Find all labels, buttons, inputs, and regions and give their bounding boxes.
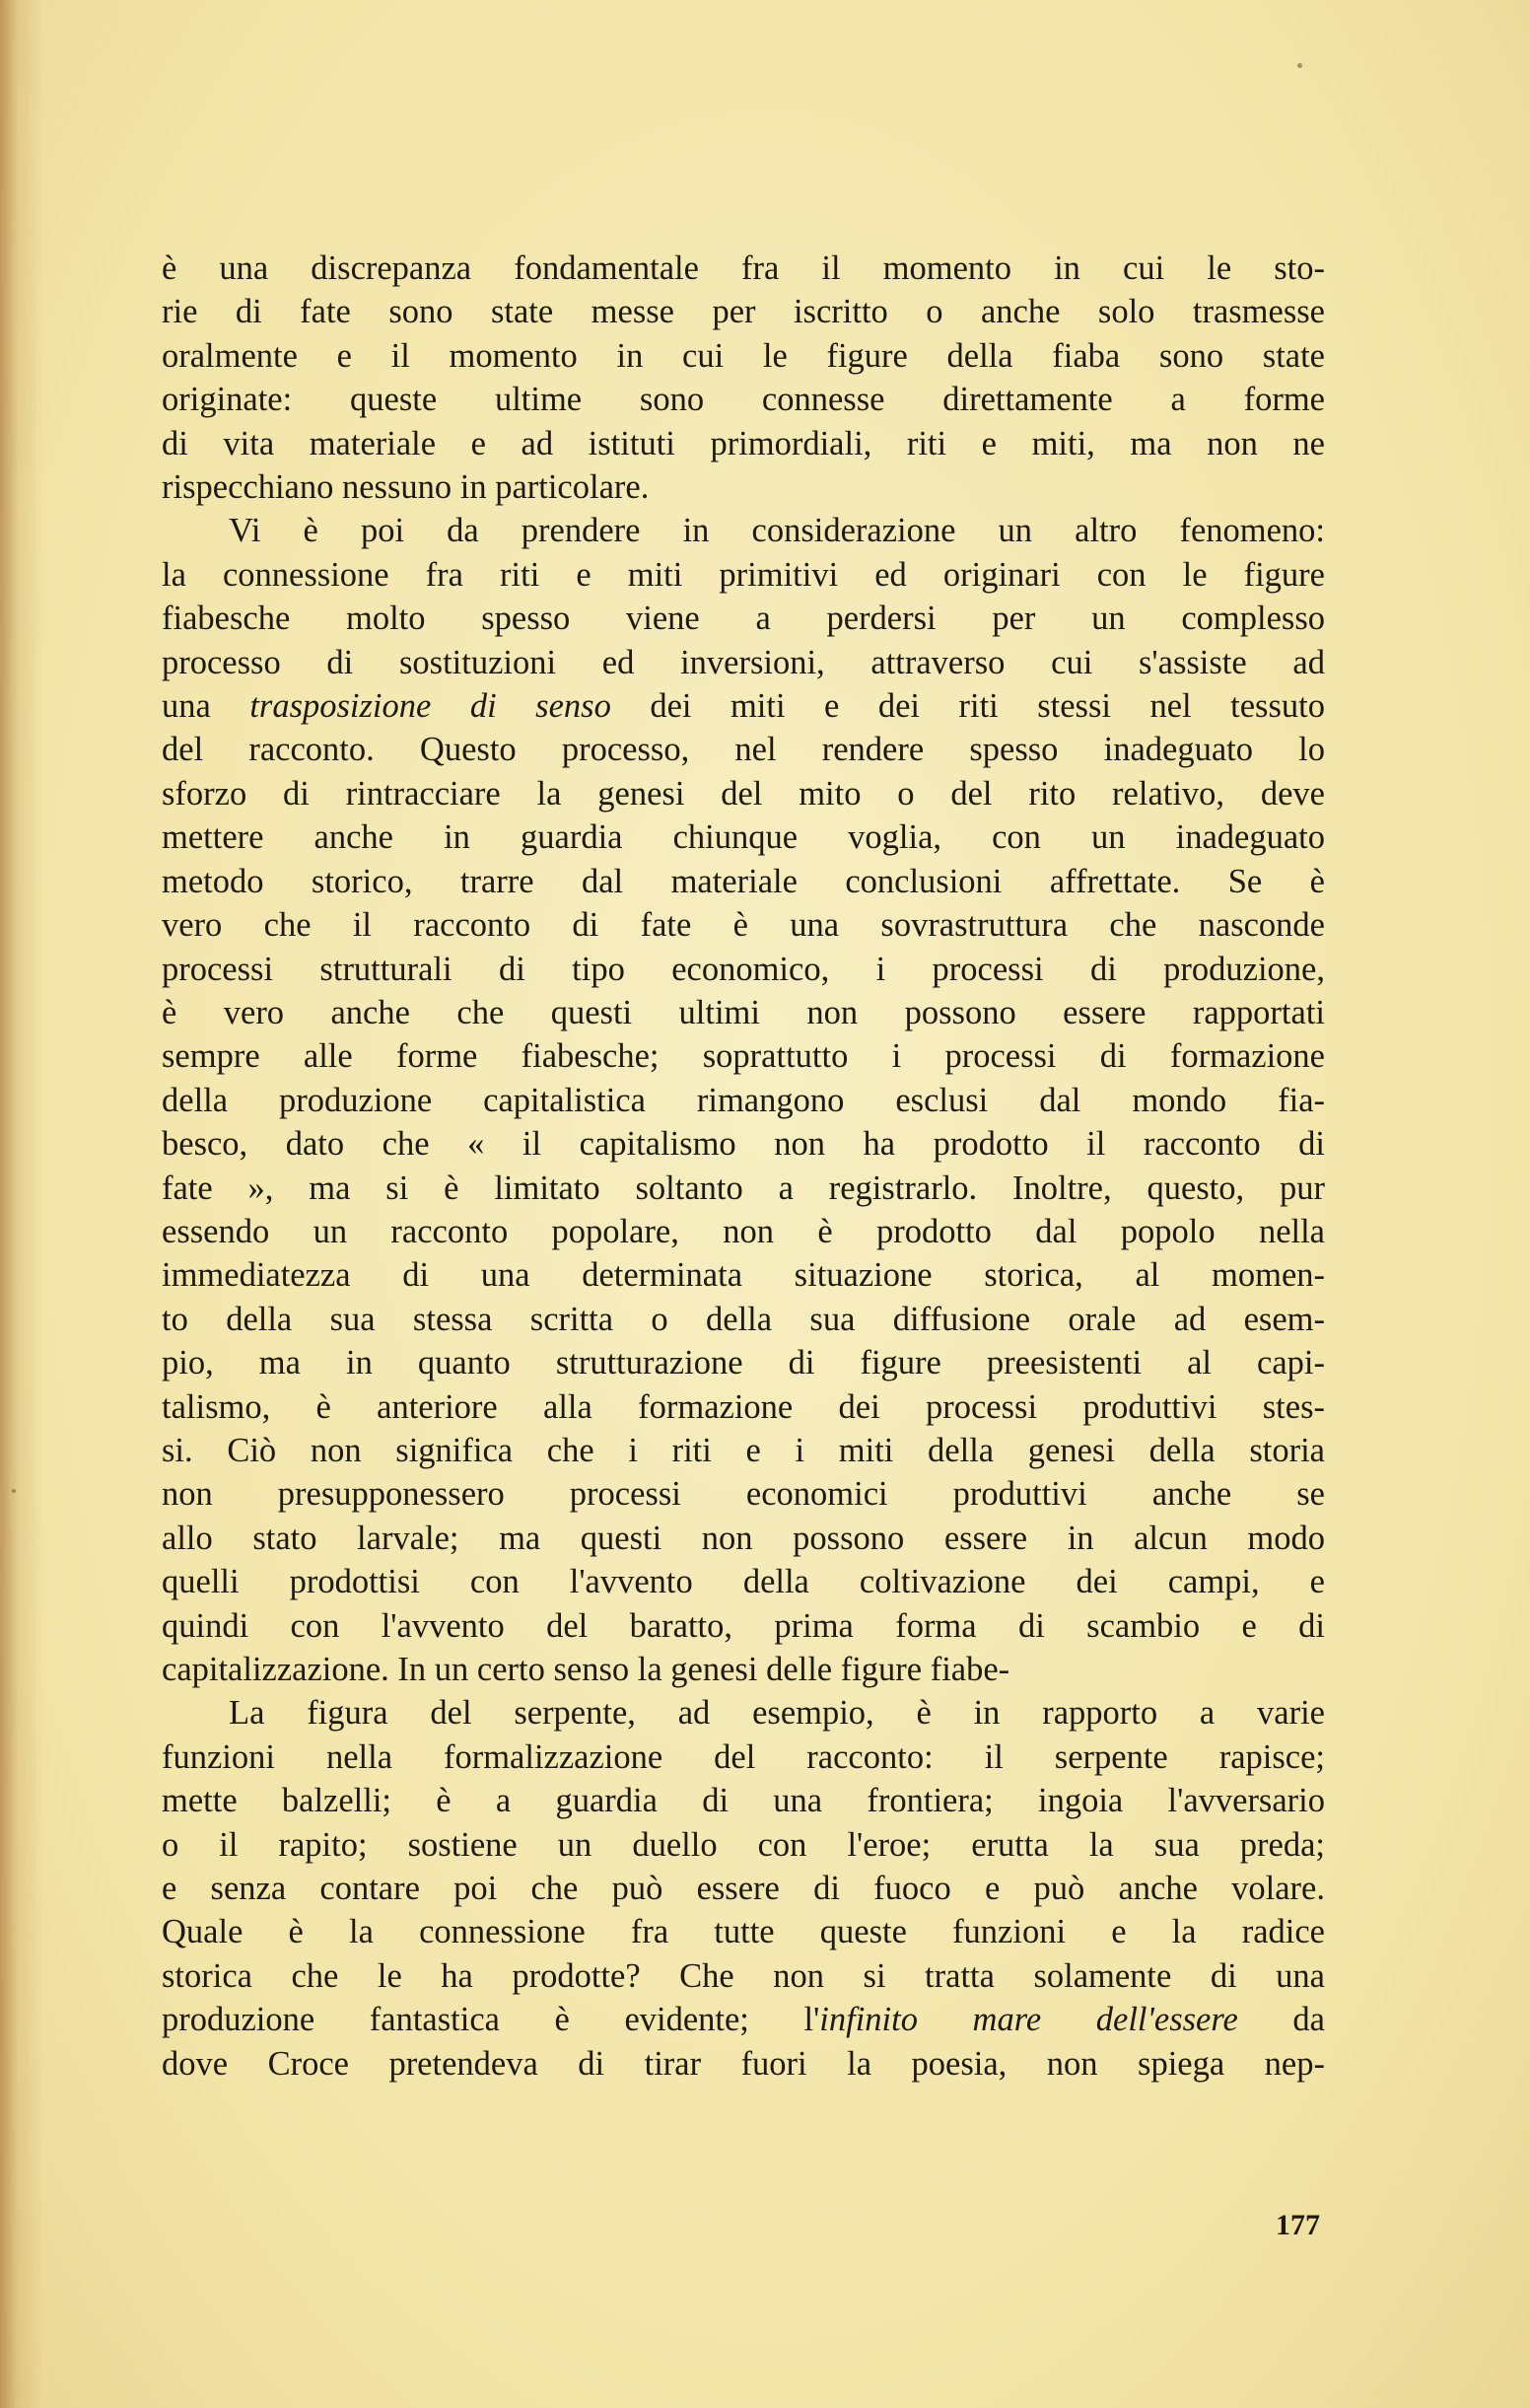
text-line: sempre alle forme fiabesche; soprattutto i processi di formazione	[162, 1037, 1325, 1076]
text-line: processo di sostituzioni ed inversioni, attraverso cui s'assiste ad	[162, 643, 1325, 681]
text-line: La figura del serpente, ad esempio, è in rapporto a varie	[229, 1694, 1325, 1733]
text-line: di vita materiale e ad istituti primordiali, riti e miti, ma non ne	[162, 424, 1325, 462]
italic-phrase: infinito mare dell'essere	[819, 2001, 1238, 2039]
text-line: non presupponessero processi economici produttivi anche se	[162, 1475, 1325, 1514]
text-line: capitalizzazione. In un certo senso la genesi delle figure fiabe-	[162, 1651, 1010, 1688]
text-line: storica che le ha prodotte? Che non si tratta solamente di una	[162, 1956, 1325, 1995]
paper-speck	[12, 1489, 16, 1493]
text-line: processi strutturali di tipo economico, i processi di produzione,	[162, 950, 1325, 988]
paragraph-3	[162, 1691, 1325, 2086]
text-line: essendo un racconto popolare, non è prodotto dal popolo nella	[162, 1212, 1325, 1250]
text-line: allo stato larvale; ma questi non possono essere in alcun modo	[162, 1519, 1325, 1557]
text-line: pio, ma in quanto strutturazione di figure preesistenti al capi-	[162, 1344, 1325, 1382]
paragraph-2	[162, 509, 1325, 1691]
text-line: vero che il racconto di fate è una sovrastruttura che nasconde	[162, 906, 1325, 945]
text-line: besco, dato che « il capitalismo non ha prodotto il racconto di	[162, 1125, 1325, 1164]
text-line: fiabesche molto spesso viene a perdersi per un complesso	[162, 600, 1325, 638]
italic-phrase: trasposizione di senso	[249, 687, 611, 726]
text-line: Vi è poi da prendere in considerazione un altro fenomeno:	[229, 512, 1325, 550]
text-line: mettere anche in guardia chiunque voglia, con un inadeguato	[162, 818, 1325, 857]
text-line: metodo storico, trarre dal materiale conclusioni affrettate. Se è	[162, 862, 1325, 900]
text-line: della produzione capitalistica rimangono esclusi dal mondo fia-	[162, 1081, 1325, 1119]
paper-speck	[1297, 63, 1302, 68]
text-line: quelli prodottisi con l'avvento della coltivazione dei campi, e	[162, 1563, 1325, 1601]
text-line: o il rapito; sostiene un duello con l'eroe; erutta la sua preda;	[162, 1825, 1325, 1864]
text-line: quindi con l'avvento del baratto, prima forma di scambio e di	[162, 1606, 1325, 1645]
text-line	[162, 684, 1325, 728]
text-line: mette balzelli; è a guardia di una frontiera; ingoia l'avversario	[162, 1782, 1325, 1820]
text-line: Quale è la connessione fra tutte queste funzioni e la radice	[162, 1913, 1325, 1951]
text-run: da	[1237, 2001, 1325, 2039]
page-number: 177	[1276, 2209, 1320, 2241]
paragraph-1	[162, 247, 1325, 509]
text-line: oralmente e il momento in cui le figure della fiaba sono state	[162, 336, 1325, 375]
text-line: funzioni nella formalizzazione del racconto: il serpente rapisce;	[162, 1737, 1325, 1776]
text-run: dei miti e dei riti stessi nel tessuto	[610, 687, 1325, 726]
text-line: la connessione fra riti e miti primitivi ed originari con le figure	[162, 555, 1325, 594]
text-line: è vero anche che questi ultimi non possono essere rapportati	[162, 993, 1325, 1031]
text-line: e senza contare poi che può essere di fuoco e può anche volare.	[162, 1870, 1325, 1908]
text-line: sforzo di rintracciare la genesi del mito o del rito relativo, deve	[162, 774, 1325, 813]
text-line: rispecchiano nessuno in particolare.	[162, 468, 650, 507]
text-line: del racconto. Questo processo, nel rendere spesso inadeguato lo	[162, 731, 1325, 769]
text-run: produzione fantastica è evidente; l'	[162, 2001, 820, 2039]
text-line: si. Ciò non significa che i riti e i miti della genesi della storia	[162, 1431, 1325, 1469]
text-line: dove Croce pretendeva di tirar fuori la poesia, non spiega nep-	[162, 2044, 1325, 2083]
body-text	[162, 247, 1325, 2086]
text-line: è una discrepanza fondamentale fra il momento in cui le sto-	[162, 249, 1325, 287]
text-line: fate », ma si è limitato soltanto a registrarlo. Inoltre, questo, pur	[162, 1169, 1325, 1207]
text-line	[162, 1998, 1325, 2041]
text-line: immediatezza di una determinata situazione storica, al momen-	[162, 1256, 1325, 1295]
text-line: to della sua stessa scritta o della sua diffusione orale ad esem-	[162, 1300, 1325, 1338]
text-line: originate: queste ultime sono connesse direttamente a forme	[162, 381, 1325, 419]
text-line: talismo, è anteriore alla formazione dei processi produttivi stes-	[162, 1387, 1325, 1426]
text-line: rie di fate sono state messe per iscritto o anche solo trasmesse	[162, 293, 1325, 331]
text-run: una	[162, 687, 250, 726]
